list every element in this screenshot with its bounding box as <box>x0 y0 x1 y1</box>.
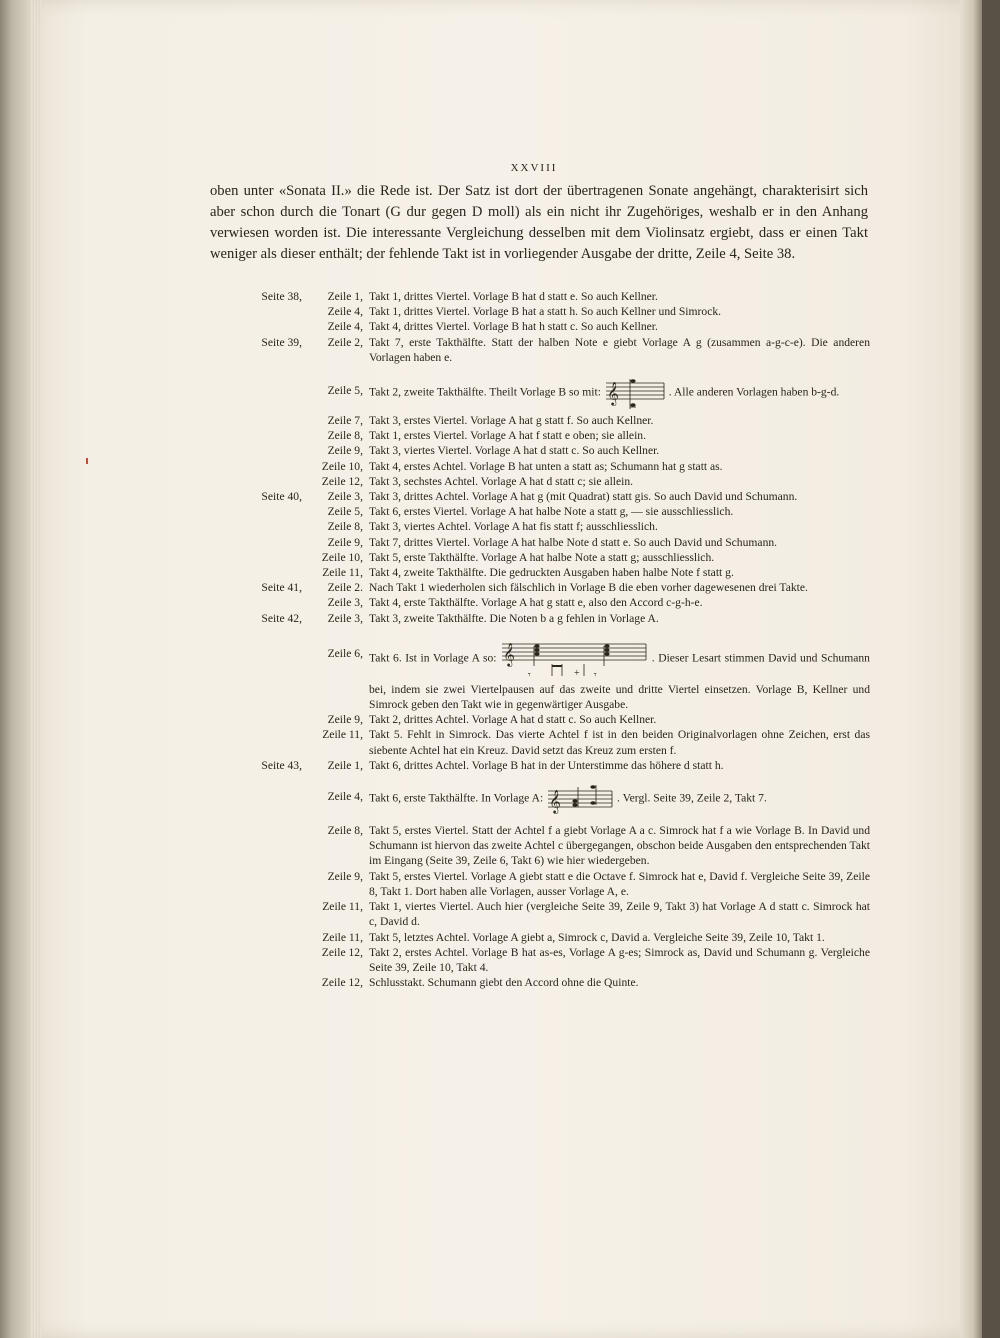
note-entry <box>210 727 870 757</box>
note-text: Takt 4, zweite Takthälfte. Die gedruckten Ausgaben haben halbe Note f statt g. <box>369 566 734 580</box>
note-text-post: . Vergl. Seite 39, Zeile 2, Takt 7. <box>616 791 767 805</box>
note-entry <box>210 289 870 304</box>
note-text: Nach Takt 1 wiederholen sich fälschlich in Vorlage B die eben vorher dagewesenen drei Takte. <box>369 581 808 595</box>
note-entry <box>210 712 870 727</box>
note-entry <box>210 565 870 580</box>
zeile-ref: Zeile 12, <box>321 474 363 488</box>
red-mark <box>86 458 88 464</box>
zeile-ref: Zeile 3, <box>327 596 363 610</box>
treble-clef-icon: 𝄞 <box>606 381 619 406</box>
note-text: Schlusstakt. Schumann giebt den Accord ohne die Quinte. <box>369 976 639 990</box>
zeile-ref: Zeile 4, <box>327 305 363 319</box>
seite-ref <box>210 899 302 929</box>
seite-ref <box>210 519 302 534</box>
zeile-ref: Zeile 5, <box>327 384 363 398</box>
seite-ref <box>210 428 302 443</box>
seite-ref: Seite 39, <box>261 335 302 349</box>
note-entry <box>210 459 870 474</box>
note-entry <box>210 636 870 712</box>
note-text: Takt 5. Fehlt in Simrock. Das vierte Achtel f ist in den beiden Originalvorlagen ohne Zeichen, erst das siebente Achtel hat ein Kreuz. David setzt das Kreuz zum ersten f. <box>369 728 870 757</box>
svg-text:𝄞: 𝄞 <box>503 641 515 666</box>
seite-ref <box>210 727 302 757</box>
zeile-ref: Zeile 8, <box>327 429 363 443</box>
zeile-ref: Zeile 8, <box>327 824 363 838</box>
zeile-ref: Zeile 8, <box>327 520 363 534</box>
note-entry <box>210 413 870 428</box>
music-example-icon <box>604 373 666 413</box>
zeile-ref: Zeile 3, <box>327 611 363 625</box>
note-text: Takt 1, drittes Viertel. Vorlage B hat d statt e. So auch Kellner. <box>369 290 658 303</box>
seite-ref <box>210 712 302 727</box>
note-text: Takt 4, drittes Viertel. Vorlage B hat h statt c. So auch Kellner. <box>369 320 658 334</box>
note-entry <box>210 304 870 319</box>
seite-ref <box>210 945 302 975</box>
zeile-ref: Zeile 3, <box>327 490 363 504</box>
note-text <box>363 636 870 712</box>
zeile-ref: Zeile 9, <box>327 535 363 549</box>
note-entry <box>210 535 870 550</box>
critical-notes-list <box>210 289 870 990</box>
note-text-pre: Takt 2, zweite Takthälfte. Theilt Vorlage B so mit: <box>369 385 601 399</box>
zeile-ref: Zeile 12, <box>321 976 363 990</box>
note-text <box>363 783 870 815</box>
note-text: Takt 2, erstes Achtel. Vorlage B hat as-es, Vorlage A g-es; Simrock as, David und Schumann g. Vergleiche Seite 39, Zeile 10, Takt 4. <box>369 945 870 974</box>
svg-text:𝄞: 𝄞 <box>549 789 561 814</box>
zeile-ref: Zeile 2. <box>327 581 363 595</box>
note-text: Takt 5, erstes Viertel. Vorlage A giebt statt e die Octave f. Simrock hat e, David f. Vergleiche Seite 39, Zeile 8, Takt 1. Dort haben alle Vorlagen, ausser Vorlage A, e. <box>369 869 870 898</box>
note-entry <box>210 335 870 365</box>
seite-ref <box>210 459 302 474</box>
zeile-ref: Zeile 9, <box>327 713 363 727</box>
note-text: Takt 7, erste Takthälfte. Statt der halben Note e giebt Vorlage A g (zusammen a-g-c-e). Die anderen Vorlagen haben e. <box>369 335 870 364</box>
note-text: Takt 4, erste Takthälfte. Vorlage A hat g statt e, also den Accord c-g-h-e. <box>369 596 703 610</box>
book-binding <box>0 0 34 1338</box>
note-entry <box>210 899 870 929</box>
note-text-pre: Takt 6, erste Takthälfte. In Vorlage A: <box>369 791 544 805</box>
seite-ref: Seite 43, <box>261 758 302 772</box>
seite-ref <box>210 636 302 712</box>
note-text: Takt 3, zweite Takthälfte. Die Noten b a g fehlen in Vorlage A. <box>369 611 659 625</box>
page-number: XXVIII <box>510 162 558 174</box>
note-entry <box>210 930 870 945</box>
note-text-post: . Dieser Lesart stimmen David und Schumann bei, indem sie zwei Viertelpausen auf das zweite und dritte Viertel einsetzen. Vorlage B, Kellner und Simrock geben den Takt wie in gegenwärtiger Ausgabe. <box>369 651 870 712</box>
svg-text:𝄾: 𝄾 <box>594 669 597 681</box>
zeile-ref: Zeile 1, <box>327 758 363 772</box>
seite-ref <box>210 550 302 565</box>
page-right-edge <box>960 0 982 1338</box>
seite-ref: Seite 41, <box>261 581 302 595</box>
zeile-ref: Zeile 11, <box>322 728 363 742</box>
svg-text:𝄾: 𝄾 <box>528 669 531 681</box>
zeile-ref: Zeile 11, <box>322 900 363 914</box>
music-example-icon <box>500 636 648 682</box>
note-entry <box>210 504 870 519</box>
seite-ref <box>210 930 302 945</box>
zeile-ref: Zeile 11, <box>322 930 363 944</box>
note-entry <box>210 474 870 489</box>
note-entry <box>210 611 870 626</box>
note-text: Takt 3, drittes Achtel. Vorlage A hat g (mit Quadrat) statt gis. So auch David und Schumann. <box>369 490 798 504</box>
note-text-pre: Takt 6. Ist in Vorlage A so: <box>369 651 497 665</box>
seite-ref <box>210 975 302 990</box>
note-text: Takt 4, erstes Achtel. Vorlage B hat unten a statt as; Schumann hat g statt as. <box>369 459 723 473</box>
note-text: Takt 3, erstes Viertel. Vorlage A hat g statt f. So auch Kellner. <box>369 414 654 428</box>
seite-ref <box>210 823 302 869</box>
note-text: Takt 1, viertes Viertel. Auch hier (vergleiche Seite 39, Zeile 9, Takt 3) hat Vorlage A d statt c. Simrock hat c, David d. <box>369 900 870 929</box>
seite-ref <box>210 443 302 458</box>
note-text: Takt 6, drittes Achtel. Vorlage B hat in der Unterstimme das höhere d statt h. <box>369 758 724 772</box>
seite-ref <box>210 504 302 519</box>
note-text: Takt 7, drittes Viertel. Vorlage A hat halbe Note d statt e. So auch David und Schumann. <box>369 535 778 549</box>
svg-text:+: + <box>574 667 580 679</box>
music-example-icon <box>546 783 614 815</box>
note-entry <box>210 580 870 595</box>
zeile-ref: Zeile 9, <box>327 444 363 458</box>
note-entry <box>210 758 870 773</box>
note-text: Takt 5, letztes Achtel. Vorlage A giebt a, Simrock c, David a. Vergleiche Seite 39, Zeile 10, Takt 1. <box>369 930 825 944</box>
note-text: Takt 2, drittes Achtel. Vorlage A hat d statt c. So auch Kellner. <box>369 713 657 727</box>
seite-ref <box>210 565 302 580</box>
zeile-ref: Zeile 11, <box>322 566 363 580</box>
zeile-ref: Zeile 5, <box>327 505 363 519</box>
note-text: Takt 5, erstes Viertel. Statt der Achtel f a giebt Vorlage A a c. Simrock hat f a wie Vorlage B. In David und Schumann ist hiervon das zweite Achtel c übergegangen, obschon beide Ausgaben den entsprechenden Takt im Eingang (Seite 39, Zeile 6, Takt 6) wie hier wiedergeben. <box>369 824 870 868</box>
note-entry <box>210 373 870 413</box>
zeile-ref: Zeile 4, <box>327 790 363 804</box>
zeile-ref: Zeile 6, <box>327 646 363 660</box>
zeile-ref: Zeile 4, <box>327 320 363 334</box>
seite-ref <box>210 413 302 428</box>
seite-ref: Seite 40, <box>261 490 302 504</box>
seite-ref <box>210 304 302 319</box>
zeile-ref: Zeile 2, <box>327 335 363 349</box>
note-text: Takt 3, sechstes Achtel. Vorlage A hat d statt c; sie allein. <box>369 474 634 488</box>
note-text: Takt 3, viertes Achtel. Vorlage A hat fis statt f; ausschliesslich. <box>369 520 658 534</box>
zeile-ref: Zeile 7, <box>327 414 363 428</box>
seite-ref <box>210 373 302 413</box>
seite-ref <box>210 783 302 815</box>
note-text <box>363 373 870 413</box>
note-entry <box>210 823 870 869</box>
seite-ref <box>210 869 302 899</box>
zeile-ref: Zeile 1, <box>327 290 363 303</box>
seite-ref <box>210 535 302 550</box>
seite-ref <box>210 595 302 610</box>
note-entry <box>210 519 870 534</box>
intro-paragraph: oben unter «Sonata II.» die Rede ist. Der Satz ist dort der übertragenen Sonate angehängt, charakterisirt sich aber schon durch die Tonart (G dur gegen D moll) als ein nicht ihr Zugehöriges, weshalb er in den Anhang verwiesen worden ist. Die interessante Vergleichung desselben mit dem Violinsatz ergiebt, dass er einen Takt weniger als dieser enthält; der fehlende Takt ist in vorliegender Ausgabe der dritte, Zeile 4, Seite 38. <box>210 183 868 262</box>
note-entry <box>210 489 870 504</box>
note-entry <box>210 783 870 815</box>
note-text: Takt 5, erste Takthälfte. Vorlage A hat halbe Note a statt g; ausschliesslich. <box>369 550 715 564</box>
zeile-ref: Zeile 10, <box>321 459 363 473</box>
note-entry <box>210 319 870 334</box>
note-entry <box>210 550 870 565</box>
zeile-ref: Zeile 10, <box>321 550 363 564</box>
note-entry <box>210 428 870 443</box>
seite-ref: Seite 38, <box>261 290 302 303</box>
seite-ref <box>210 319 302 334</box>
seite-ref: Seite 42, <box>261 611 302 625</box>
zeile-ref: Zeile 9, <box>327 869 363 883</box>
page-stack-edge <box>30 0 42 1338</box>
note-text: Takt 6, erstes Viertel. Vorlage A hat halbe Note a statt g, — sie ausschliesslich. <box>369 505 734 519</box>
note-text-post: . Alle anderen Vorlagen haben b-g-d. <box>668 385 840 399</box>
note-entry <box>210 975 870 990</box>
note-entry <box>210 443 870 458</box>
note-entry <box>210 595 870 610</box>
note-entry <box>210 869 870 899</box>
note-text: Takt 1, drittes Viertel. Vorlage B hat a statt h. So auch Kellner und Simrock. <box>369 305 722 319</box>
note-text: Takt 3, viertes Viertel. Vorlage A hat d statt c. So auch Kellner. <box>369 444 660 458</box>
note-entry <box>210 945 870 975</box>
zeile-ref: Zeile 12, <box>321 945 363 959</box>
note-text: Takt 1, erstes Viertel. Vorlage A hat f statt e oben; sie allein. <box>369 429 646 443</box>
seite-ref <box>210 474 302 489</box>
